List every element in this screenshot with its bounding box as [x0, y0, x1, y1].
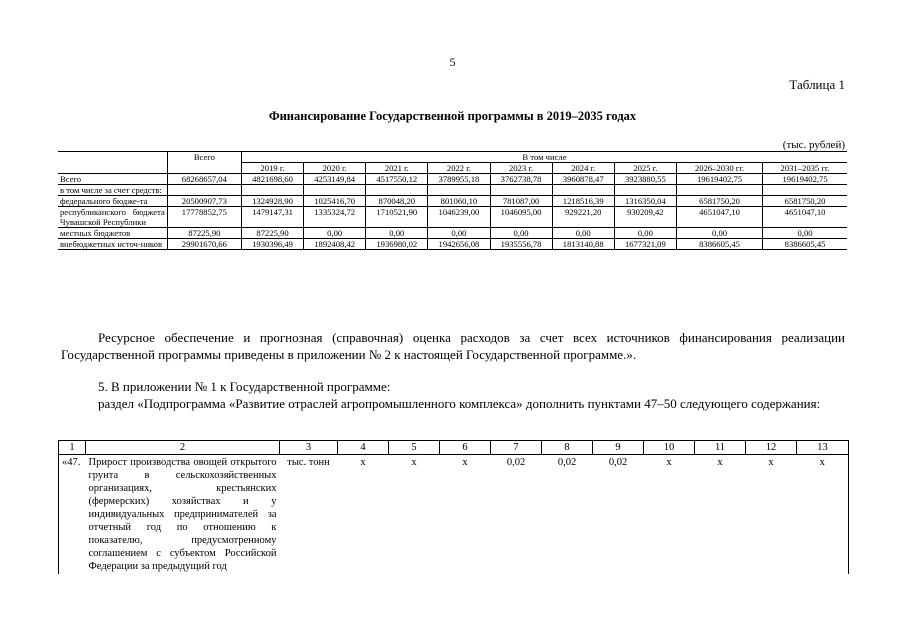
- header-total: Всего: [167, 152, 241, 174]
- row-value: 4253149,84: [304, 174, 366, 185]
- year-header: 2022 г.: [428, 163, 490, 174]
- row-value: 1936980,02: [366, 239, 428, 250]
- row-label: в том числе за счет средств:: [58, 185, 167, 196]
- column-number-header: 6: [440, 441, 491, 455]
- row-value: 1335324,72: [304, 207, 366, 228]
- header-empty-cell: [58, 152, 167, 174]
- row-value: 0,00: [552, 228, 614, 239]
- column-number-header: 8: [542, 441, 593, 455]
- row-value: [167, 185, 241, 196]
- row-value: 0,00: [614, 228, 676, 239]
- row-value: 781087,00: [490, 196, 552, 207]
- financing-row: [58, 228, 847, 239]
- year-header: 2024 г.: [552, 163, 614, 174]
- indicator-value: 0,02: [506, 457, 526, 468]
- indicator-value: x: [462, 457, 468, 468]
- row-value: 1892408,42: [304, 239, 366, 250]
- row-value: 1025416,70: [304, 196, 366, 207]
- indicator-value: 0,02: [557, 457, 577, 468]
- row-value: 19619402,75: [763, 174, 847, 185]
- financing-row: [58, 174, 847, 185]
- row-label: республиканского бюджета Чувашской Республики: [58, 207, 167, 228]
- amendment-line-1: [61, 378, 845, 395]
- row-value: 0,00: [676, 228, 762, 239]
- indicator-value: x: [717, 457, 723, 468]
- row-value: 87225,90: [241, 228, 303, 239]
- column-number-header: 5: [389, 441, 440, 455]
- amendment-line-2: [61, 395, 845, 412]
- row-value: 1324928,90: [241, 196, 303, 207]
- column-number-header: 10: [644, 441, 695, 455]
- indicator-value: 0,02: [608, 457, 628, 468]
- column-number-header: 1: [59, 441, 86, 455]
- column-number-header: 11: [695, 441, 746, 455]
- financing-table: [58, 151, 847, 250]
- row-value: 1677321,09: [614, 239, 676, 250]
- row-value: [763, 185, 847, 196]
- row-value: 0,00: [304, 228, 366, 239]
- row-value: 1046095,00: [490, 207, 552, 228]
- amendment-line-1-text: 5. В приложении № 1 к Государственной программе:: [98, 379, 391, 394]
- year-header: 2020 г.: [304, 163, 366, 174]
- indicator-value: x: [797, 455, 849, 575]
- indicators-header-row: [59, 441, 849, 455]
- row-value: 19619402,75: [676, 174, 762, 185]
- column-number-header: 9: [593, 441, 644, 455]
- row-value: 1479147,31: [241, 207, 303, 228]
- resource-paragraph: [61, 329, 845, 363]
- year-header: 2021 г.: [366, 163, 428, 174]
- page-number: 5: [449, 55, 456, 69]
- row-value: 870048,20: [366, 196, 428, 207]
- indicators-table: [58, 440, 849, 574]
- indicator-number: «47.: [59, 455, 86, 575]
- indicator-value: x: [768, 457, 774, 468]
- row-value: 3960878,47: [552, 174, 614, 185]
- row-value: [552, 185, 614, 196]
- row-value: 0,00: [366, 228, 428, 239]
- row-value: 4821698,60: [241, 174, 303, 185]
- row-value: 68268657,04: [167, 174, 241, 185]
- financing-table-body: [58, 174, 847, 250]
- year-header: 2026–2030 гг.: [676, 163, 762, 174]
- row-value: 0,00: [490, 228, 552, 239]
- row-label: Всего: [58, 174, 167, 185]
- financing-row: [58, 185, 847, 196]
- amendment-line-2-text: раздел «Подпрограмма «Развитие отраслей агропромышленного комплекса» дополнить пунктами 47–50 следующего содержания:: [98, 396, 821, 411]
- row-value: 1218516,39: [552, 196, 614, 207]
- row-value: 0,00: [763, 228, 847, 239]
- resource-paragraph-text: Ресурсное обеспечение и прогнозная (справочная) оценка расходов за счет всех источников финансирования реализации Государственной программы приведены в приложении № 2 к настоящей Государственной программе.».: [61, 330, 845, 362]
- header-group: В том числе: [241, 152, 847, 163]
- year-header: 2025 г.: [614, 163, 676, 174]
- financing-row: [58, 196, 847, 207]
- column-number-header: 3: [280, 441, 338, 455]
- year-header: 2019 г.: [241, 163, 303, 174]
- row-value: 3762738,78: [490, 174, 552, 185]
- row-value: 0,00: [428, 228, 490, 239]
- row-value: 8386605,45: [676, 239, 762, 250]
- table-label: Таблица 1: [789, 77, 845, 92]
- financing-row: [58, 239, 847, 250]
- row-value: 87225,90: [167, 228, 241, 239]
- row-value: 29901670,66: [167, 239, 241, 250]
- row-value: 1942656,08: [428, 239, 490, 250]
- row-label: местных бюджетов: [58, 228, 167, 239]
- row-value: [428, 185, 490, 196]
- row-label: федерального бюдже-та: [58, 196, 167, 207]
- year-header: 2031–2035 гг.: [763, 163, 847, 174]
- row-label: внебюджетных источ-ников: [58, 239, 167, 250]
- row-value: 1316350,04: [614, 196, 676, 207]
- financing-row: [58, 207, 847, 228]
- row-value: 3923880,55: [614, 174, 676, 185]
- row-value: 8386605,45: [763, 239, 847, 250]
- row-value: 6581750,20: [763, 196, 847, 207]
- row-value: 4651047,10: [763, 207, 847, 228]
- row-value: 1935556,78: [490, 239, 552, 250]
- row-value: 801060,10: [428, 196, 490, 207]
- column-number-header: 12: [746, 441, 797, 455]
- indicator-value: x: [666, 457, 672, 468]
- row-value: 1813140,88: [552, 239, 614, 250]
- amendment-paragraph: [61, 378, 845, 412]
- row-value: 1710521,90: [366, 207, 428, 228]
- indicator-row-47: [59, 455, 849, 575]
- column-number-header: 13: [797, 441, 849, 455]
- row-value: 6581750,20: [676, 196, 762, 207]
- row-value: 20500907,73: [167, 196, 241, 207]
- row-value: 930209,42: [614, 207, 676, 228]
- indicator-name: Прирост производства овощей открытого грунта в сельскохозяйственных организациях, крестьянских (фермерских) хозяйствах и у индивидуальных предпринимателей за отчетный год по отношению к показателю, предусмотренному соглашением с субъектом Российской Федерации за предыдущий год: [88, 457, 277, 572]
- row-value: [676, 185, 762, 196]
- row-value: [366, 185, 428, 196]
- indicator-value: x: [411, 457, 417, 468]
- row-value: 1046239,00: [428, 207, 490, 228]
- row-value: 17778852,75: [167, 207, 241, 228]
- column-number-header: 2: [86, 441, 280, 455]
- year-header: 2023 г.: [490, 163, 552, 174]
- row-value: 3789955,18: [428, 174, 490, 185]
- row-value: 1930396,49: [241, 239, 303, 250]
- indicator-unit: тыс. тонн: [287, 457, 330, 468]
- row-value: 4651047,10: [676, 207, 762, 228]
- table-title: Финансирование Государственной программы в 2019–2035 годах: [268, 109, 637, 123]
- units-label: (тыс. рублей): [782, 139, 845, 151]
- row-value: 4517550,12: [366, 174, 428, 185]
- row-value: 929221,20: [552, 207, 614, 228]
- row-value: [241, 185, 303, 196]
- indicator-value: x: [360, 457, 366, 468]
- row-value: [304, 185, 366, 196]
- column-number-header: 4: [338, 441, 389, 455]
- row-value: [490, 185, 552, 196]
- column-number-header: 7: [491, 441, 542, 455]
- row-value: [614, 185, 676, 196]
